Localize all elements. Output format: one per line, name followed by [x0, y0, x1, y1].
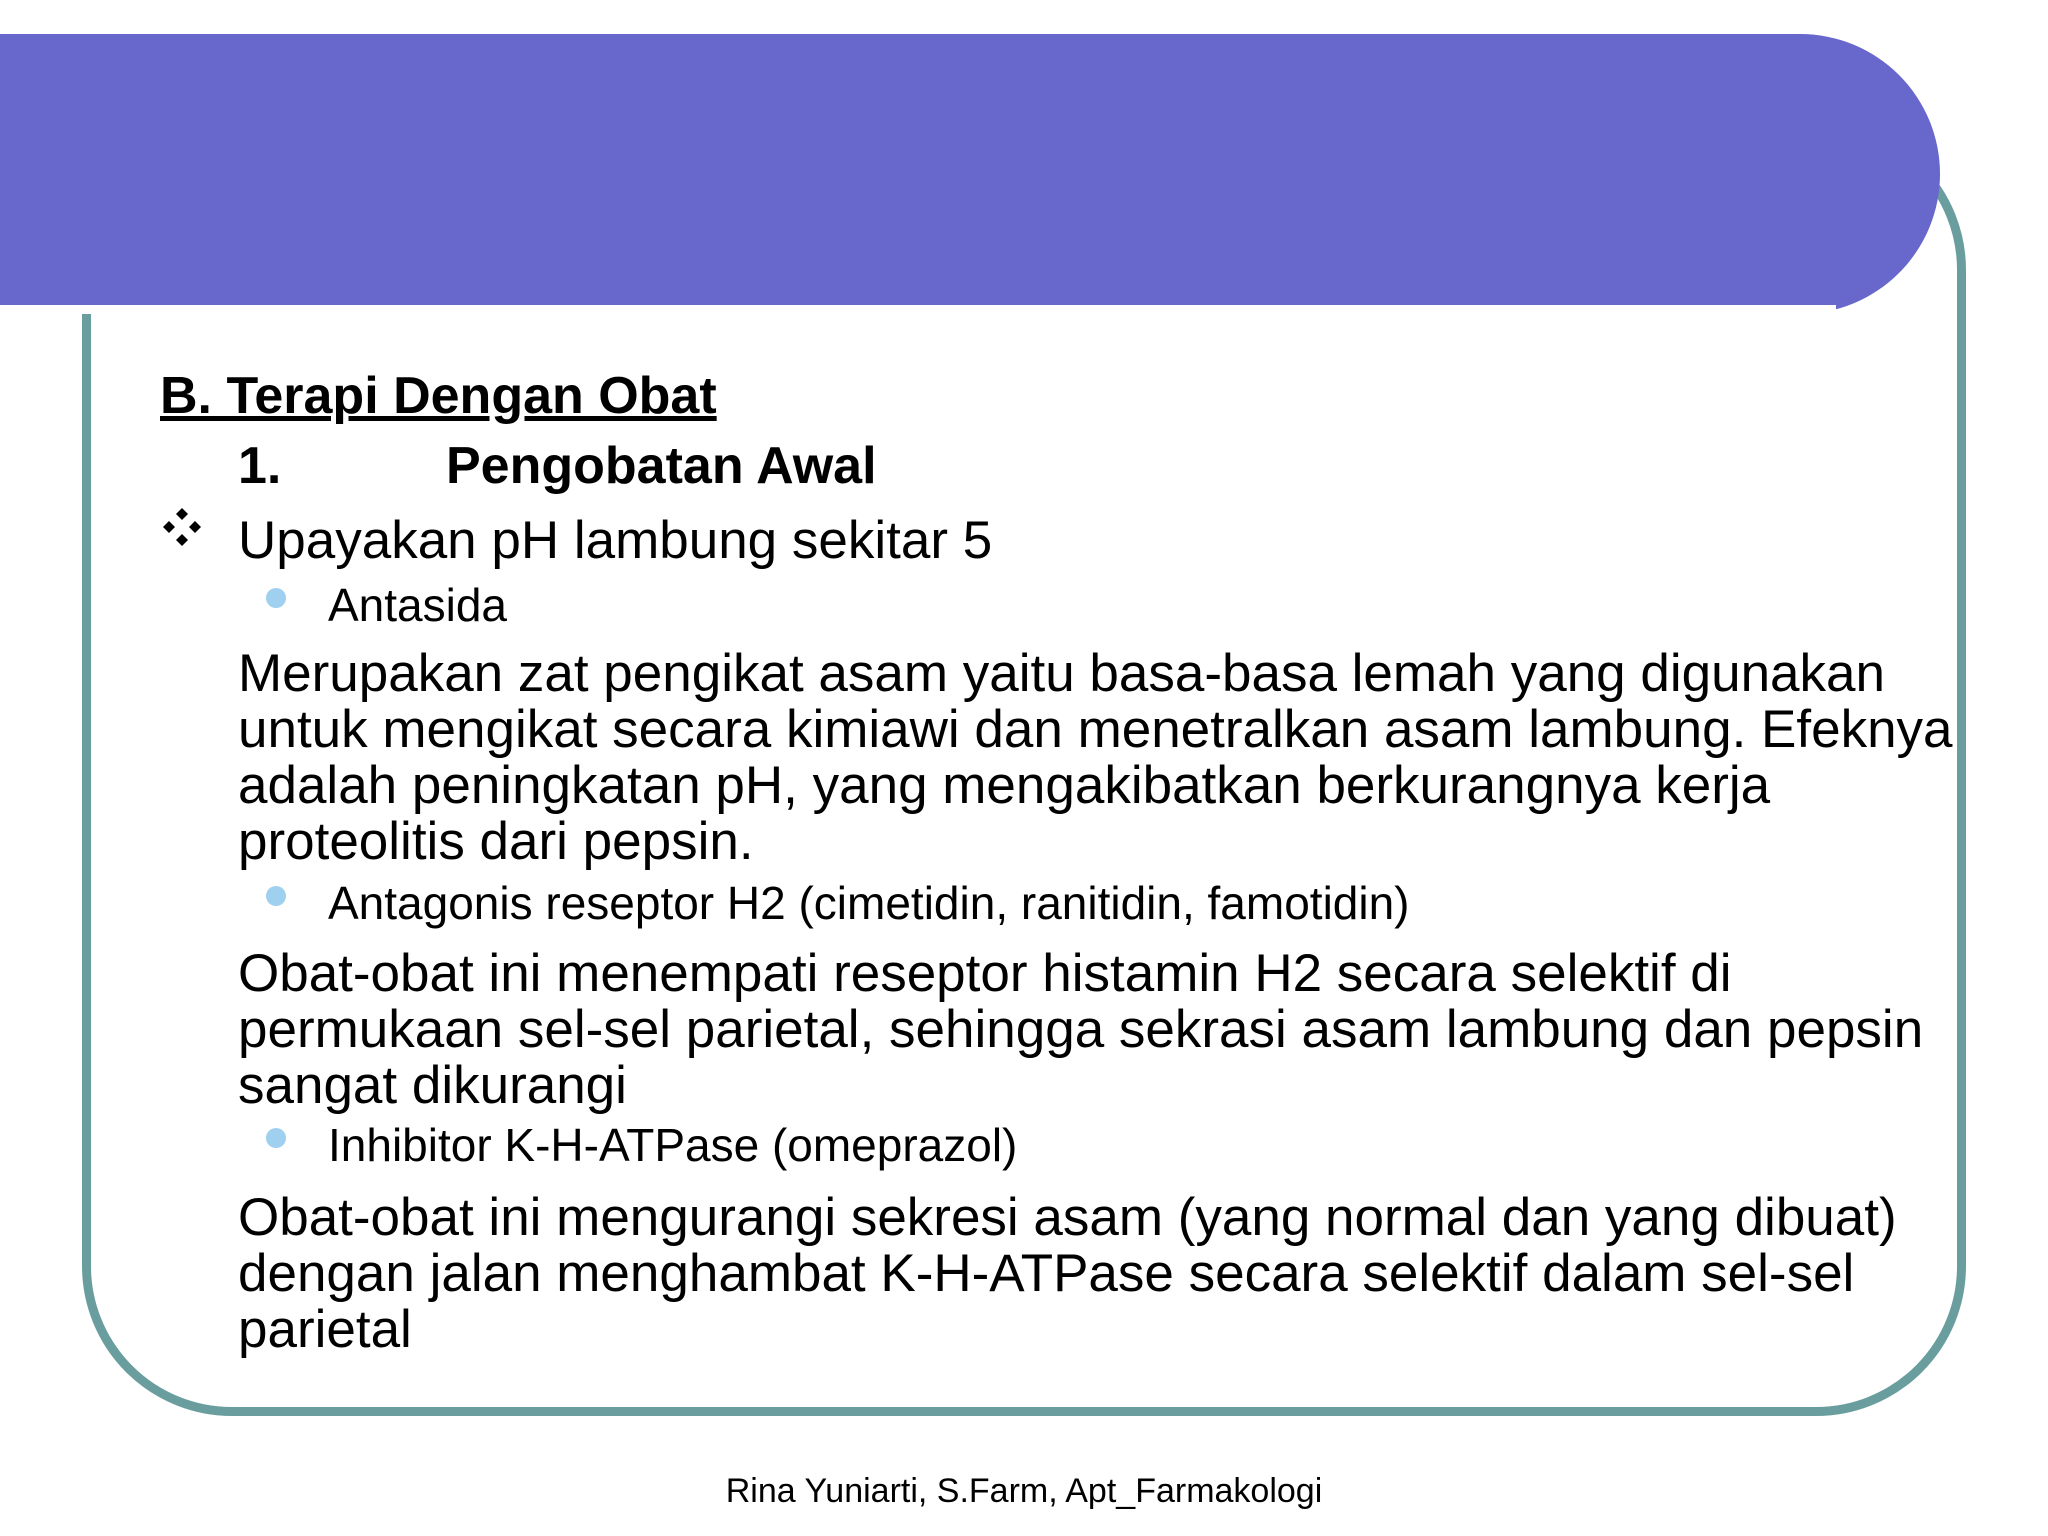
item-label-inhibitor: Inhibitor K-H-ATPase (omeprazol): [328, 1119, 1018, 1171]
bullet-dot-icon: [266, 886, 286, 906]
section-heading: B. Terapi Dengan Obat: [160, 367, 717, 425]
main-point: Upayakan pH lambung sekitar 5: [238, 511, 993, 570]
subsection-heading: [238, 436, 877, 496]
item-description-inhibitor: Obat-obat ini mengurangi sekresi asam (yang normal dan yang dibuat) dengan jalan menghambat K-H-ATPase secara selektif dalam sel-sel parietal: [238, 1188, 1897, 1359]
item-description-antagonis-h2: Obat-obat ini menempati reseptor histamin H2 secara selektif di permukaan sel-sel parietal, sehingga sekrasi asam lambung dan pepsin sangat dikurangi: [238, 944, 1924, 1115]
bullet-dot-icon: [266, 588, 286, 608]
item-label-antasida: Antasida: [328, 579, 508, 631]
bullet-dot-icon: [266, 1128, 286, 1148]
diamond-bullet-icon: [160, 506, 204, 550]
subsection-number: 1.: [238, 437, 282, 495]
item-description-antasida: Merupakan zat pengikat asam yaitu basa-basa lemah yang digunakan untuk mengikat secara kimiawi dan menetralkan asam lambung. Efeknya adalah peningkatan pH, yang mengakibatkan berkurangnya kerja proteolitis dari pepsin.: [238, 644, 1953, 871]
slide-footer: Rina Yuniarti, S.Farm, Apt_Farmakologi: [725, 1472, 1323, 1510]
item-label-antagonis-h2: Antagonis reseptor H2 (cimetidin, ranitidin, famotidin): [328, 877, 1410, 929]
subsection-title: Pengobatan Awal: [446, 437, 877, 495]
